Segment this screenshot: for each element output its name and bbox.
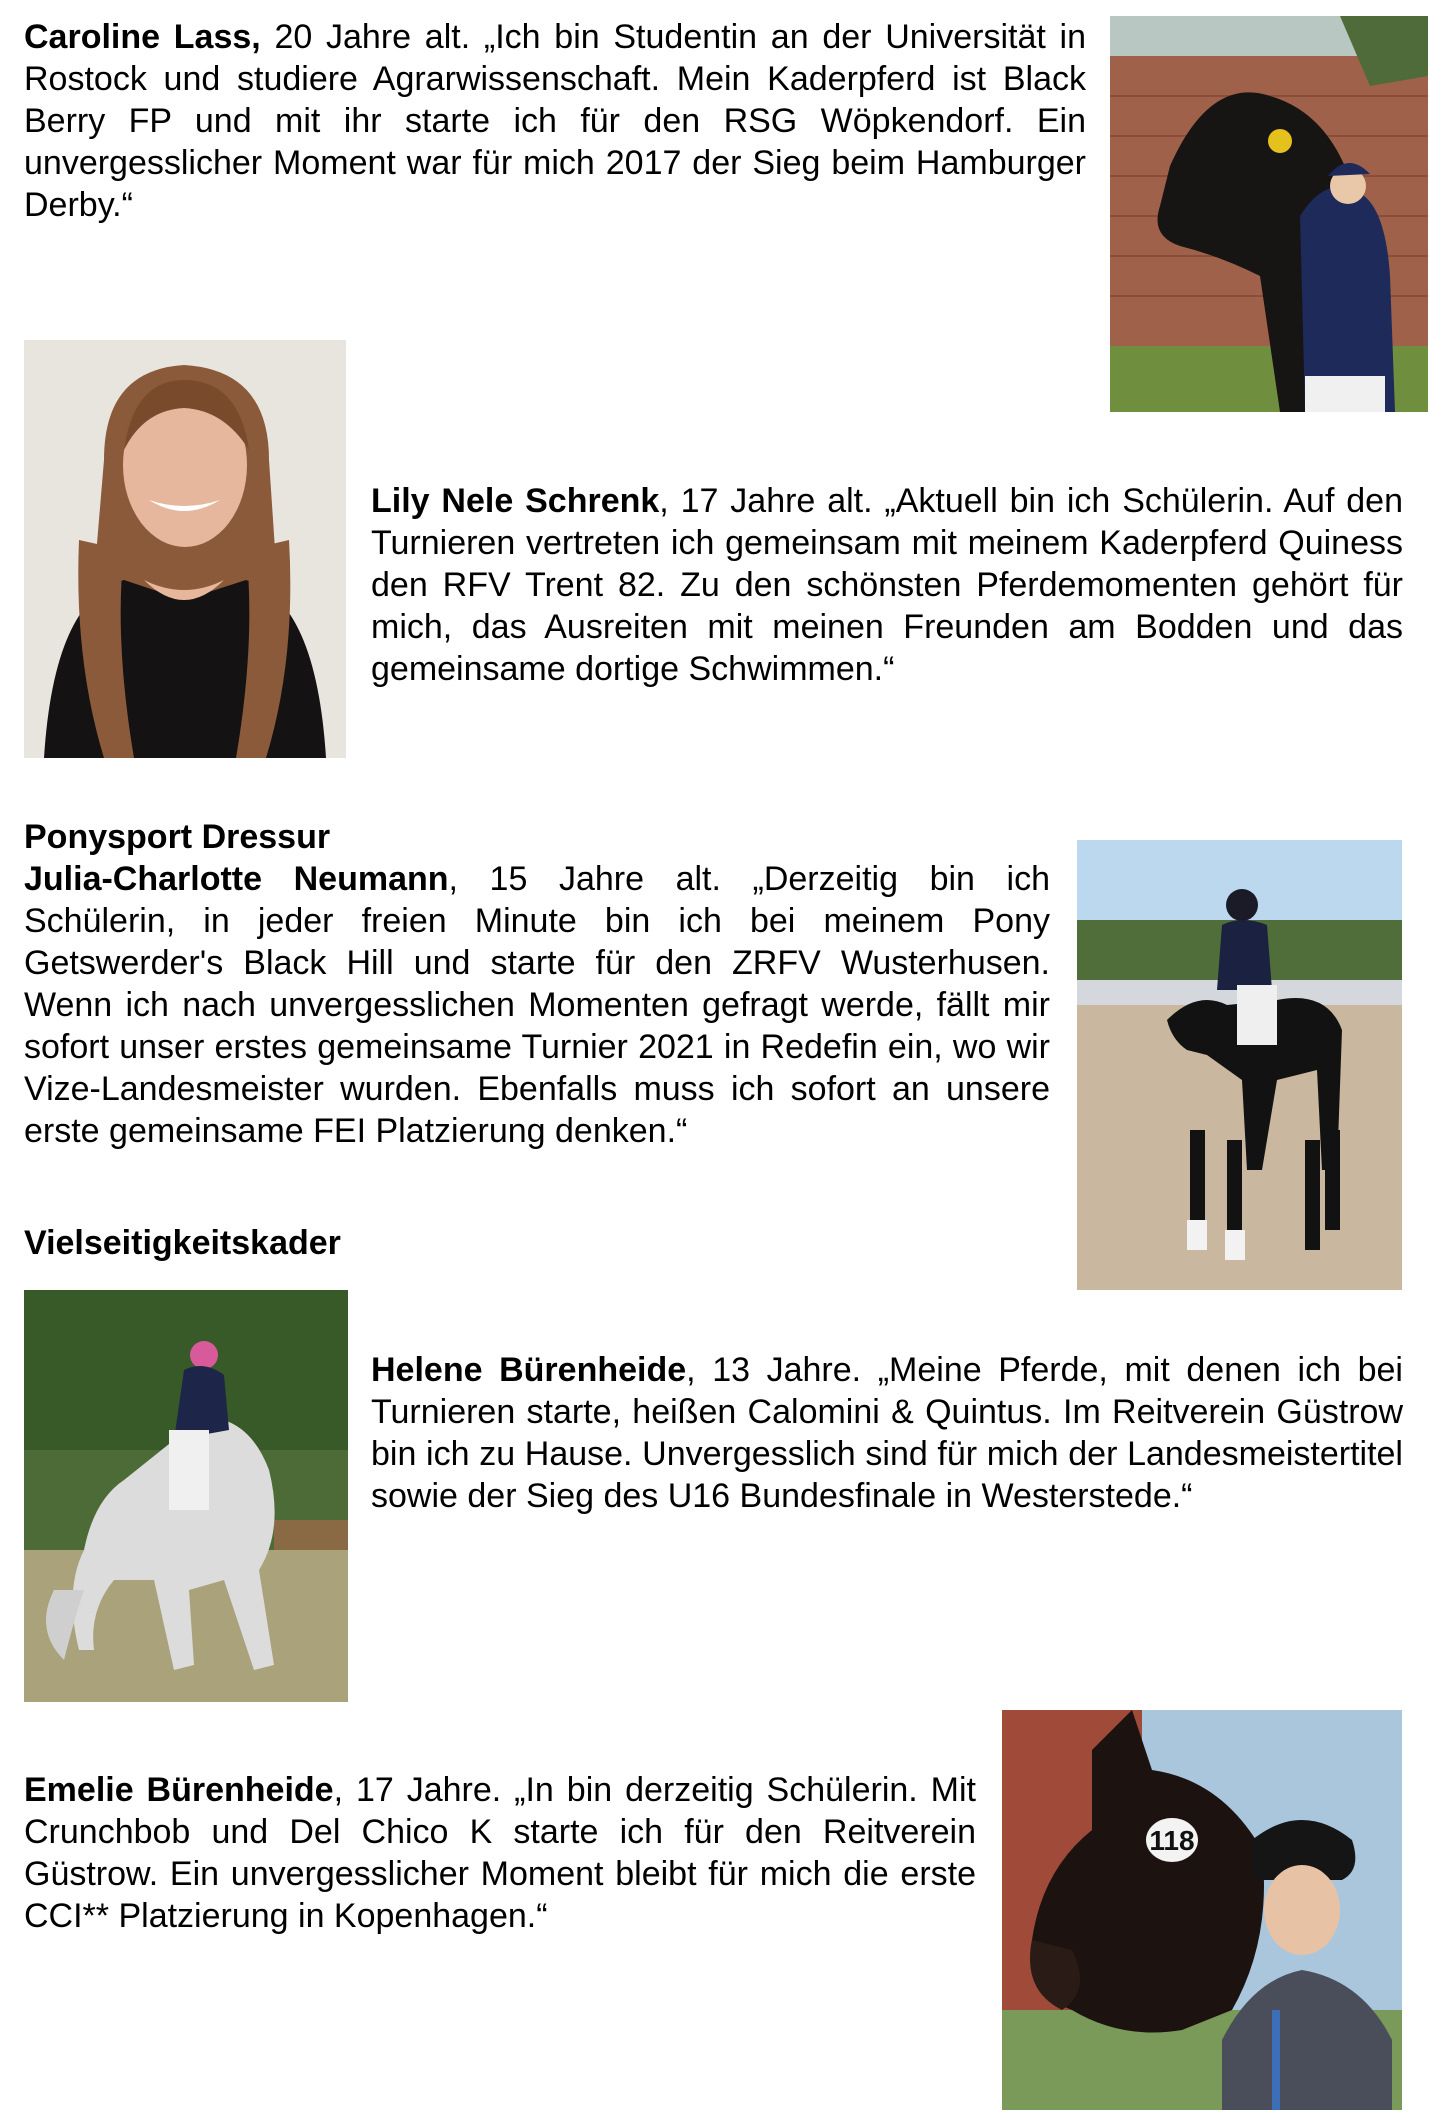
- rider-name: Lily Nele Schrenk: [371, 482, 660, 520]
- rider-description: , 17 Jahre alt. „Aktuell bin ich Schülerin. Auf den Turnieren vertreten ich gemeinsam mit meinem Kaderpferd Quiness den RFV Trent 82. Zu den schönsten Pferdemomenten gehört für mich, das Ausreiten mit meinen Freunden am Bodden und das gemeinsame dortige Schwimmen.“: [371, 482, 1403, 688]
- photo-emelie-with-horse: [1002, 1710, 1402, 2110]
- rider-julia-charlotte-neumann: [24, 858, 1050, 1152]
- photo-helene-cross-country: [24, 1290, 348, 1702]
- rider-emelie-burenheide: [24, 1769, 976, 1937]
- rider-name: Emelie Bürenheide: [24, 1771, 334, 1809]
- rider-name: Julia-Charlotte Neumann: [24, 860, 449, 898]
- photo-julia-on-pony: [1077, 840, 1402, 1290]
- rider-helene-burenheide: [371, 1349, 1403, 1517]
- rider-description: , 15 Jahre alt. „Derzeitig bin ich Schülerin, in jeder freien Minute bin ich bei meinem Pony Getswerder's Black Hill und starte für den ZRFV Wusterhusen. Wenn ich nach unvergesslichen Momenten gefragt werde, fällt mir sofort unser erstes gemeinsame Turnier 2021 in Redefin ein, wo wir Vize-Landesmeister wurden. Ebenfalls muss ich sofort an unsere erste gemeinsame FEI Platzierung denken.“: [24, 860, 1050, 1150]
- rider-name: Helene Bürenheide: [371, 1351, 687, 1389]
- rider-description: 20 Jahre alt. „Ich bin Studentin an der Universität in Rostock und studiere Agrarwissenschaft. Mein Kaderpferd ist Black Berry FP und mit ihr starte ich für den RSG Wöpkendorf. Ein unvergesslicher Moment war für mich 2017 der Sieg beim Hamburger Derby.“: [24, 18, 1087, 224]
- section-heading-vielseitigkeit: Vielseitigkeitskader: [24, 1224, 341, 1262]
- photo-caroline-with-horse: [1110, 16, 1428, 412]
- rider-lily-nele-schrenk: [371, 480, 1403, 690]
- rider-description: , 13 Jahre. „Meine Pferde, mit denen ich bei Turnieren starte, heißen Calomini & Quintus. Im Reitverein Güstrow bin ich zu Hause. Unvergesslich sind für mich der Landesmeistertitel sowie der Sieg des U16 Bundesfinale in Westerstede.“: [371, 1351, 1403, 1515]
- rider-caroline-lass: [24, 16, 1086, 226]
- section-heading-ponysport: Ponysport Dressur: [24, 818, 331, 856]
- rider-description: , 17 Jahre. „In bin derzeitig Schülerin. Mit Crunchbob und Del Chico K starte ich für den Reitverein Güstrow. Ein unvergesslicher Moment bleibt für mich die erste CCI** Platzierung in Kopenhagen.“: [24, 1771, 976, 1935]
- photo-lily-portrait: [24, 340, 346, 758]
- svg-text:118: 118: [1149, 1825, 1195, 1856]
- rider-name: Caroline Lass,: [24, 18, 261, 56]
